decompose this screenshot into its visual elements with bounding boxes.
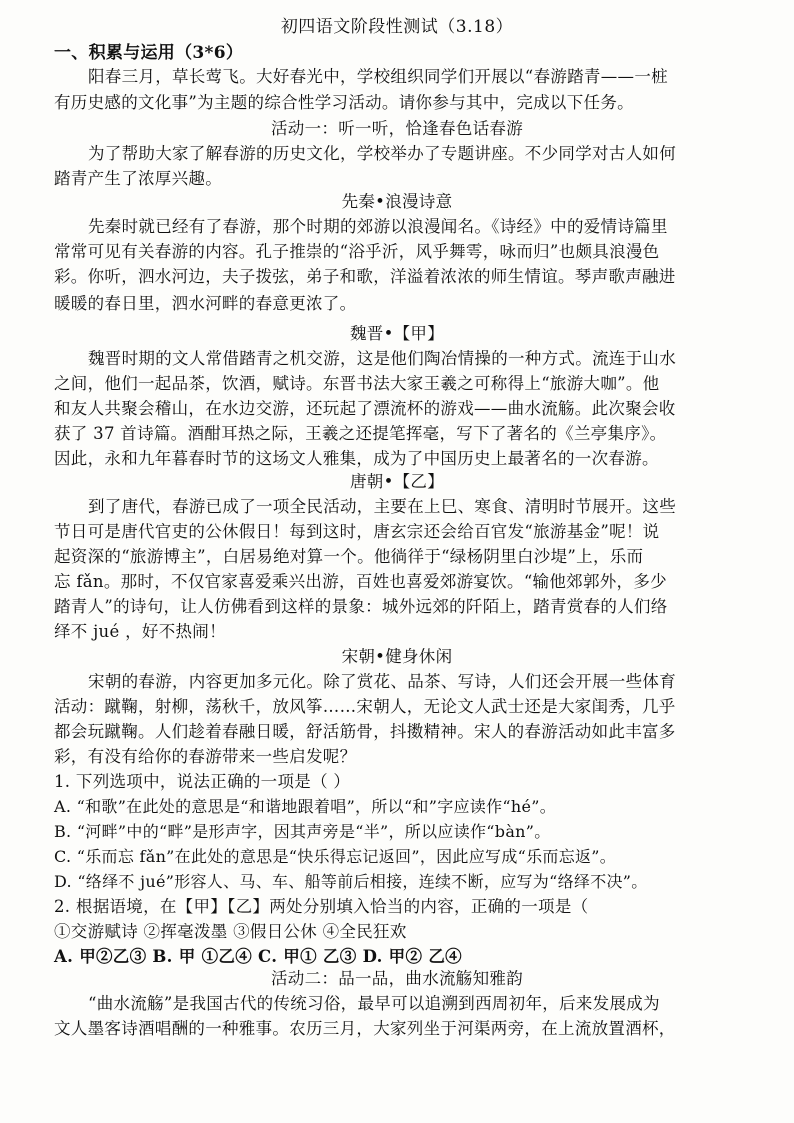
activity-heading: 活动二：品一品，曲水流觞知雅韵 <box>271 969 523 988</box>
paragraph-line: 为了帮助大家了解春游的历史文化，学校举办了专题讲座。不少同学对古人如何 <box>88 144 676 163</box>
paragraph-line: 忘 fǎn。那时，不仅官家喜爱乘兴出游，百姓也喜爱郊游宴饮。“输他郊郭外，多少 <box>54 572 667 591</box>
paragraph-line: 文人墨客诗酒唱酬的一种雅事。农历三月，大家列坐于河渠两旁，在上流放置酒杯， <box>54 1019 676 1038</box>
paragraph-line: 踏青产生了浓厚兴趣。 <box>54 169 222 188</box>
subsection-heading: 魏晋•【甲】 <box>349 324 445 343</box>
subsection-heading: 宋朝•健身休闲 <box>341 647 453 666</box>
question-2-stem: 2. 根据语境，在【甲】【乙】两处分别填入恰当的内容，正确的一项是（ <box>54 897 589 916</box>
question-2-choices: ①交游赋诗 ②挥毫泼墨 ③假日公休 ④全民狂欢 <box>54 922 407 941</box>
paragraph-line: 魏晋时期的文人常借踏青之机交游，这是他们陶冶情操的一种方式。流连于山水 <box>88 349 676 368</box>
paragraph-line: 踏青人”的诗句，让人仿佛看到这样的景象：城外远郊的阡陌上，踏青赏春的人们络 <box>54 597 668 616</box>
question-2-options: A. 甲②乙③ B. 甲 ①乙④ C. 甲① 乙③ D. 甲② 乙④ <box>54 947 462 966</box>
intro-line: 有历史感的文化事”为主题的综合性学习活动。请你参与其中，完成以下任务。 <box>54 93 634 112</box>
subsection-heading: 唐朝•【乙】 <box>349 472 445 491</box>
paragraph-line: 因此，永和九年暮春时节的这场文人雅集，成为了中国历史上最著名的一次春游。 <box>54 449 659 468</box>
paragraph-line: 获了 37 首诗篇。酒酣耳热之际，王羲之还提笔挥毫，写下了著名的《兰亭集序》。 <box>54 424 667 443</box>
subsection-heading: 先秦•浪漫诗意 <box>341 192 453 211</box>
paragraph-line: 常常可见有关春游的内容。孔子推崇的“浴乎沂，风乎舞雩，咏而归”也颇具浪漫色 <box>54 242 660 261</box>
section-heading: 一、积累与运用（3*6） <box>54 43 244 63</box>
question-1-stem: 1. 下列选项中，说法正确的一项是（ ） <box>54 772 351 791</box>
activity-heading: 活动一：听一听，恰逢春色话春游 <box>271 119 523 138</box>
paragraph-line: 活动：蹴鞠，射柳，荡秋千，放风筝……宋朝人，无论文人武士还是大家闺秀，几乎 <box>54 697 676 716</box>
paragraph-line: “曲水流觞”是我国古代的传统习俗，最早可以追溯到西周初年，后来发展成为 <box>88 994 660 1013</box>
question-1-option-c: C. “乐而忘 fǎn”在此处的意思是“快乐得忘记返回”，因此应写成“乐而忘返”。 <box>54 847 617 866</box>
paragraph-line: 到了唐代，春游已成了一项全民活动，主要在上巳、寒食、清明时节展开。这些 <box>88 497 676 516</box>
paragraph-line: 宋朝的春游，内容更加多元化。除了赏花、品茶、写诗，人们还会开展一些体育 <box>88 672 676 691</box>
paragraph-line: 先秦时就已经有了春游，那个时期的郊游以浪漫闻名。《诗经》中的爱情诗篇里 <box>88 217 668 236</box>
paragraph-line: 绎不 jué ，好不热闹！ <box>54 622 226 641</box>
paragraph-line: 都会玩蹴鞠。人们趁着春融日暖，舒活筋骨，抖擞精神。宋人的春游活动如此丰富多 <box>54 722 676 741</box>
question-1-option-b: B. “河畔”中的“畔”是形声字，因其声旁是“半”，所以应读作“bàn”。 <box>54 822 551 841</box>
paragraph-line: 节日可是唐代官吏的公休假日！每到这时，唐玄宗还会给百官发“旅游基金”呢！说 <box>54 522 660 541</box>
intro-line: 阳春三月，草长莺飞。大好春光中，学校组织同学们开展以“春游踏青——一桩 <box>88 67 668 86</box>
question-1-option-a: A. “和歌”在此处的意思是“和谐地跟着唱”，所以“和”字应读作“hé”。 <box>54 797 557 816</box>
paragraph-line: 彩，有没有给你的春游带来一些启发呢？ <box>54 747 357 766</box>
page-title: 初四语文阶段性测试（3.18） <box>280 17 514 37</box>
paragraph-line: 之间，他们一起品茶，饮酒，赋诗。东晋书法大家王羲之可称得上“旅游大咖”。他 <box>54 374 660 393</box>
question-1-option-d: D. “络绎不 jué”形容人、马、车、船等前后相接，连续不断，应写为“络绎不决”。 <box>54 872 648 891</box>
paragraph-line: 彩。你听，泗水河边，夫子拨弦，弟子和歌，洋溢着浓浓的师生情谊。琴声歌声融进 <box>54 267 676 286</box>
paragraph-line: 暖暖的春日里，泗水河畔的春意更浓了。 <box>54 294 357 313</box>
paragraph-line: 起资深的“旅游博主”，白居易绝对算一个。他徜徉于“绿杨阴里白沙堤”上，乐而 <box>54 547 644 566</box>
paragraph-line: 和友人共聚会稽山，在水边交游，还玩起了漂流杯的游戏——曲水流觞。此次聚会收 <box>54 399 676 418</box>
